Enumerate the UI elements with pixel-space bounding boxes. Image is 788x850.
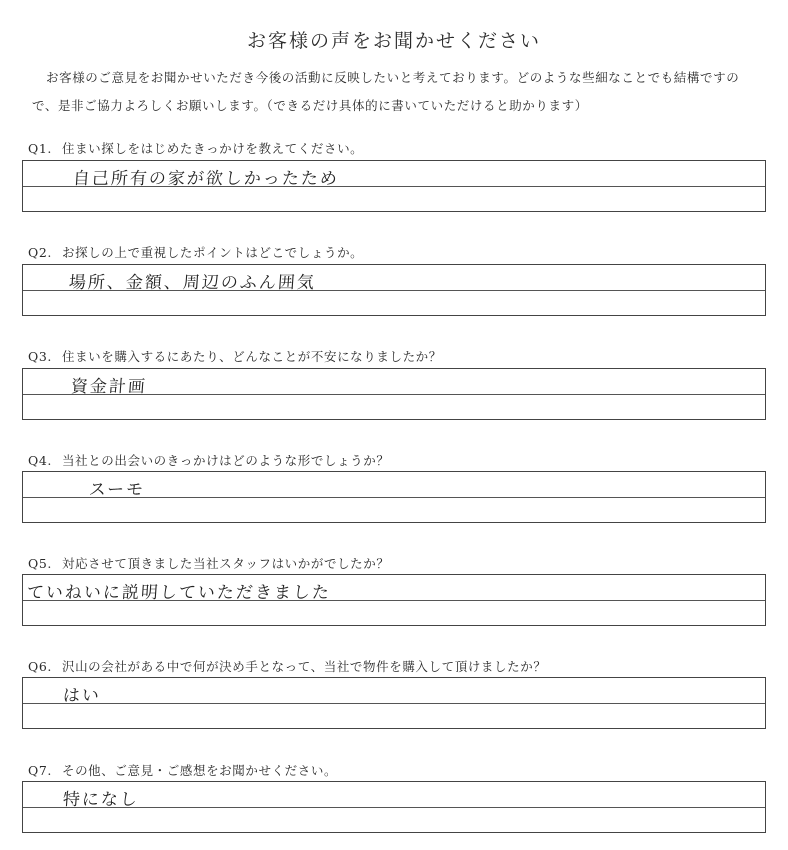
question-6 xyxy=(28,657,546,675)
question-7 xyxy=(28,761,337,779)
question-text: 沢山の会社がある中で何が決め手となって、当社で物件を購入して頂けましたか？ xyxy=(61,659,547,674)
question-number: Q4. xyxy=(28,453,52,468)
question-number: Q2. xyxy=(28,245,52,260)
handwritten-answer: 資金計画 xyxy=(70,377,148,397)
answer-divider xyxy=(23,703,765,704)
question-text: 当社との出会いのきっかけはどのような形でしょうか？ xyxy=(61,453,390,468)
handwritten-answer: 特になし xyxy=(62,790,140,810)
handwritten-answer: スーモ xyxy=(88,480,146,500)
question-1 xyxy=(28,139,363,157)
question-number: Q3. xyxy=(28,349,52,364)
question-2 xyxy=(28,243,363,261)
question-text: その他、ご意見・ご感想をお聞かせください。 xyxy=(61,763,338,778)
question-4 xyxy=(28,451,390,469)
handwritten-answer: 場所、金額、周辺のふん囲気 xyxy=(68,273,317,293)
answer-box-3[interactable] xyxy=(22,368,766,420)
intro-text: お客様のご意見をお聞かせいただき今後の活動に反映したいと考えております。どのような些細なことでも結構ですので、是非ご協力よろしくお願いします。（できるだけ具体的に書いていただけると助かります） xyxy=(32,70,740,113)
question-number: Q5. xyxy=(28,556,52,571)
question-text: 対応させて頂きました当社スタッフはいかがでしたか？ xyxy=(61,556,390,571)
answer-box-7[interactable] xyxy=(22,781,766,833)
question-3 xyxy=(28,347,442,365)
question-text: お探しの上で重視したポイントはどこでしょうか。 xyxy=(61,245,364,260)
answer-box-1[interactable] xyxy=(22,160,766,212)
handwritten-answer: ていねいに説明していただきました xyxy=(26,583,332,603)
answer-box-2[interactable] xyxy=(22,264,766,316)
answer-box-5[interactable] xyxy=(22,574,766,626)
answer-box-4[interactable] xyxy=(22,471,766,523)
question-number: Q1. xyxy=(28,141,52,156)
question-5 xyxy=(28,554,390,572)
question-text: 住まいを購入するにあたり、どんなことが不安になりましたか？ xyxy=(61,349,442,364)
answer-box-6[interactable] xyxy=(22,677,766,729)
question-number: Q7. xyxy=(28,763,52,778)
page-title: お客様の声をお聞かせください xyxy=(246,30,541,52)
handwritten-answer: はい xyxy=(62,686,102,706)
question-number: Q6. xyxy=(28,659,52,674)
question-text: 住まい探しをはじめたきっかけを教えてください。 xyxy=(61,141,364,156)
handwritten-answer: 自己所有の家が欲しかったため xyxy=(72,169,340,189)
